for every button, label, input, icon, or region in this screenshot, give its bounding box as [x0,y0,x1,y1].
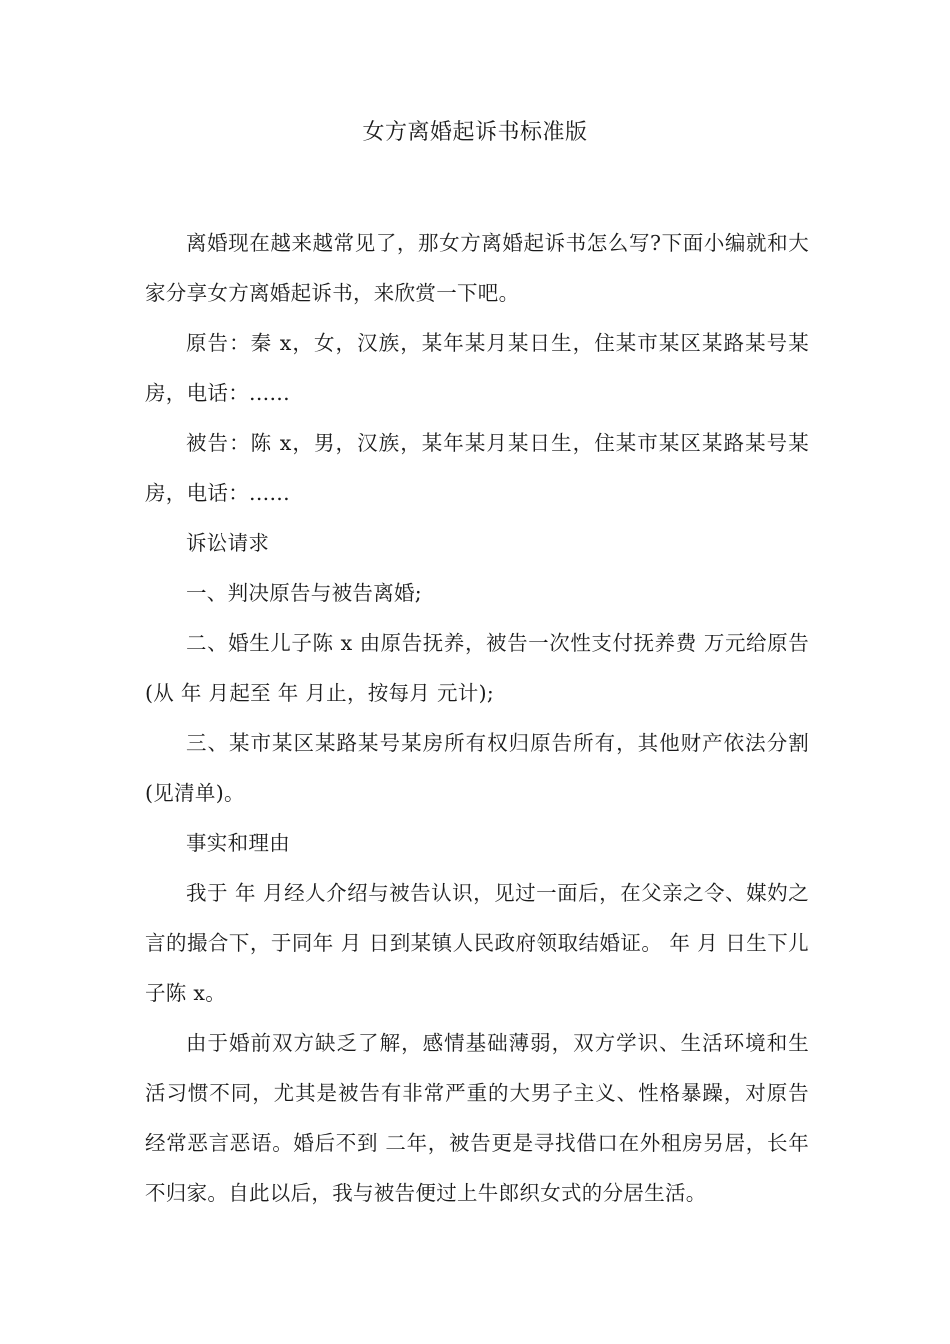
intro-paragraph: 离婚现在越来越常见了，那女方离婚起诉书怎么写?下面小编就和大家分享女方离婚起诉书，来欣赏一下吧。 [145,231,809,305]
facts-heading: 事实和理由 [186,831,290,855]
claims-heading: 诉讼请求 [186,531,270,555]
claim-item-1: 一、判决原告与被告离婚; [186,581,423,605]
defendant-paragraph: 被告：陈 x，男，汉族，某年某月某日生，住某市某区某路某号某房，电话：...... [145,431,809,505]
document-title: 女方离婚起诉书标准版 [362,120,588,145]
claim-item-3: 三、某市某区某路某号某房所有权归原告所有，其他财产依法分割(见清单)。 [145,731,809,805]
document-body [145,218,809,1218]
facts-paragraph-1: 我于 年 月经人介绍与被告认识，见过一面后，在父亲之令、媒妁之言的撮合下，于同年 月 日到某镇人民政府领取结婚证。 年 月 日生下儿子陈 x。 [145,881,809,1005]
plaintiff-paragraph: 原告：秦 x，女，汉族，某年某月某日生，住某市某区某路某号某房，电话：...... [145,331,809,405]
claim-item-2: 二、婚生儿子陈 x 由原告抚养，被告一次性支付抚养费 万元给原告(从 年 月起至 年 月止，按每月 元计); [145,631,809,705]
facts-paragraph-2: 由于婚前双方缺乏了解，感情基础薄弱，双方学识、生活环境和生活习惯不同，尤其是被告有非常严重的大男子主义、性格暴躁，对原告经常恶言恶语。婚后不到 二年，被告更是寻找借口在外租房另居，长年不归家。自此以后，我与被告便过上牛郎织女式的分居生活。 [145,1031,809,1205]
